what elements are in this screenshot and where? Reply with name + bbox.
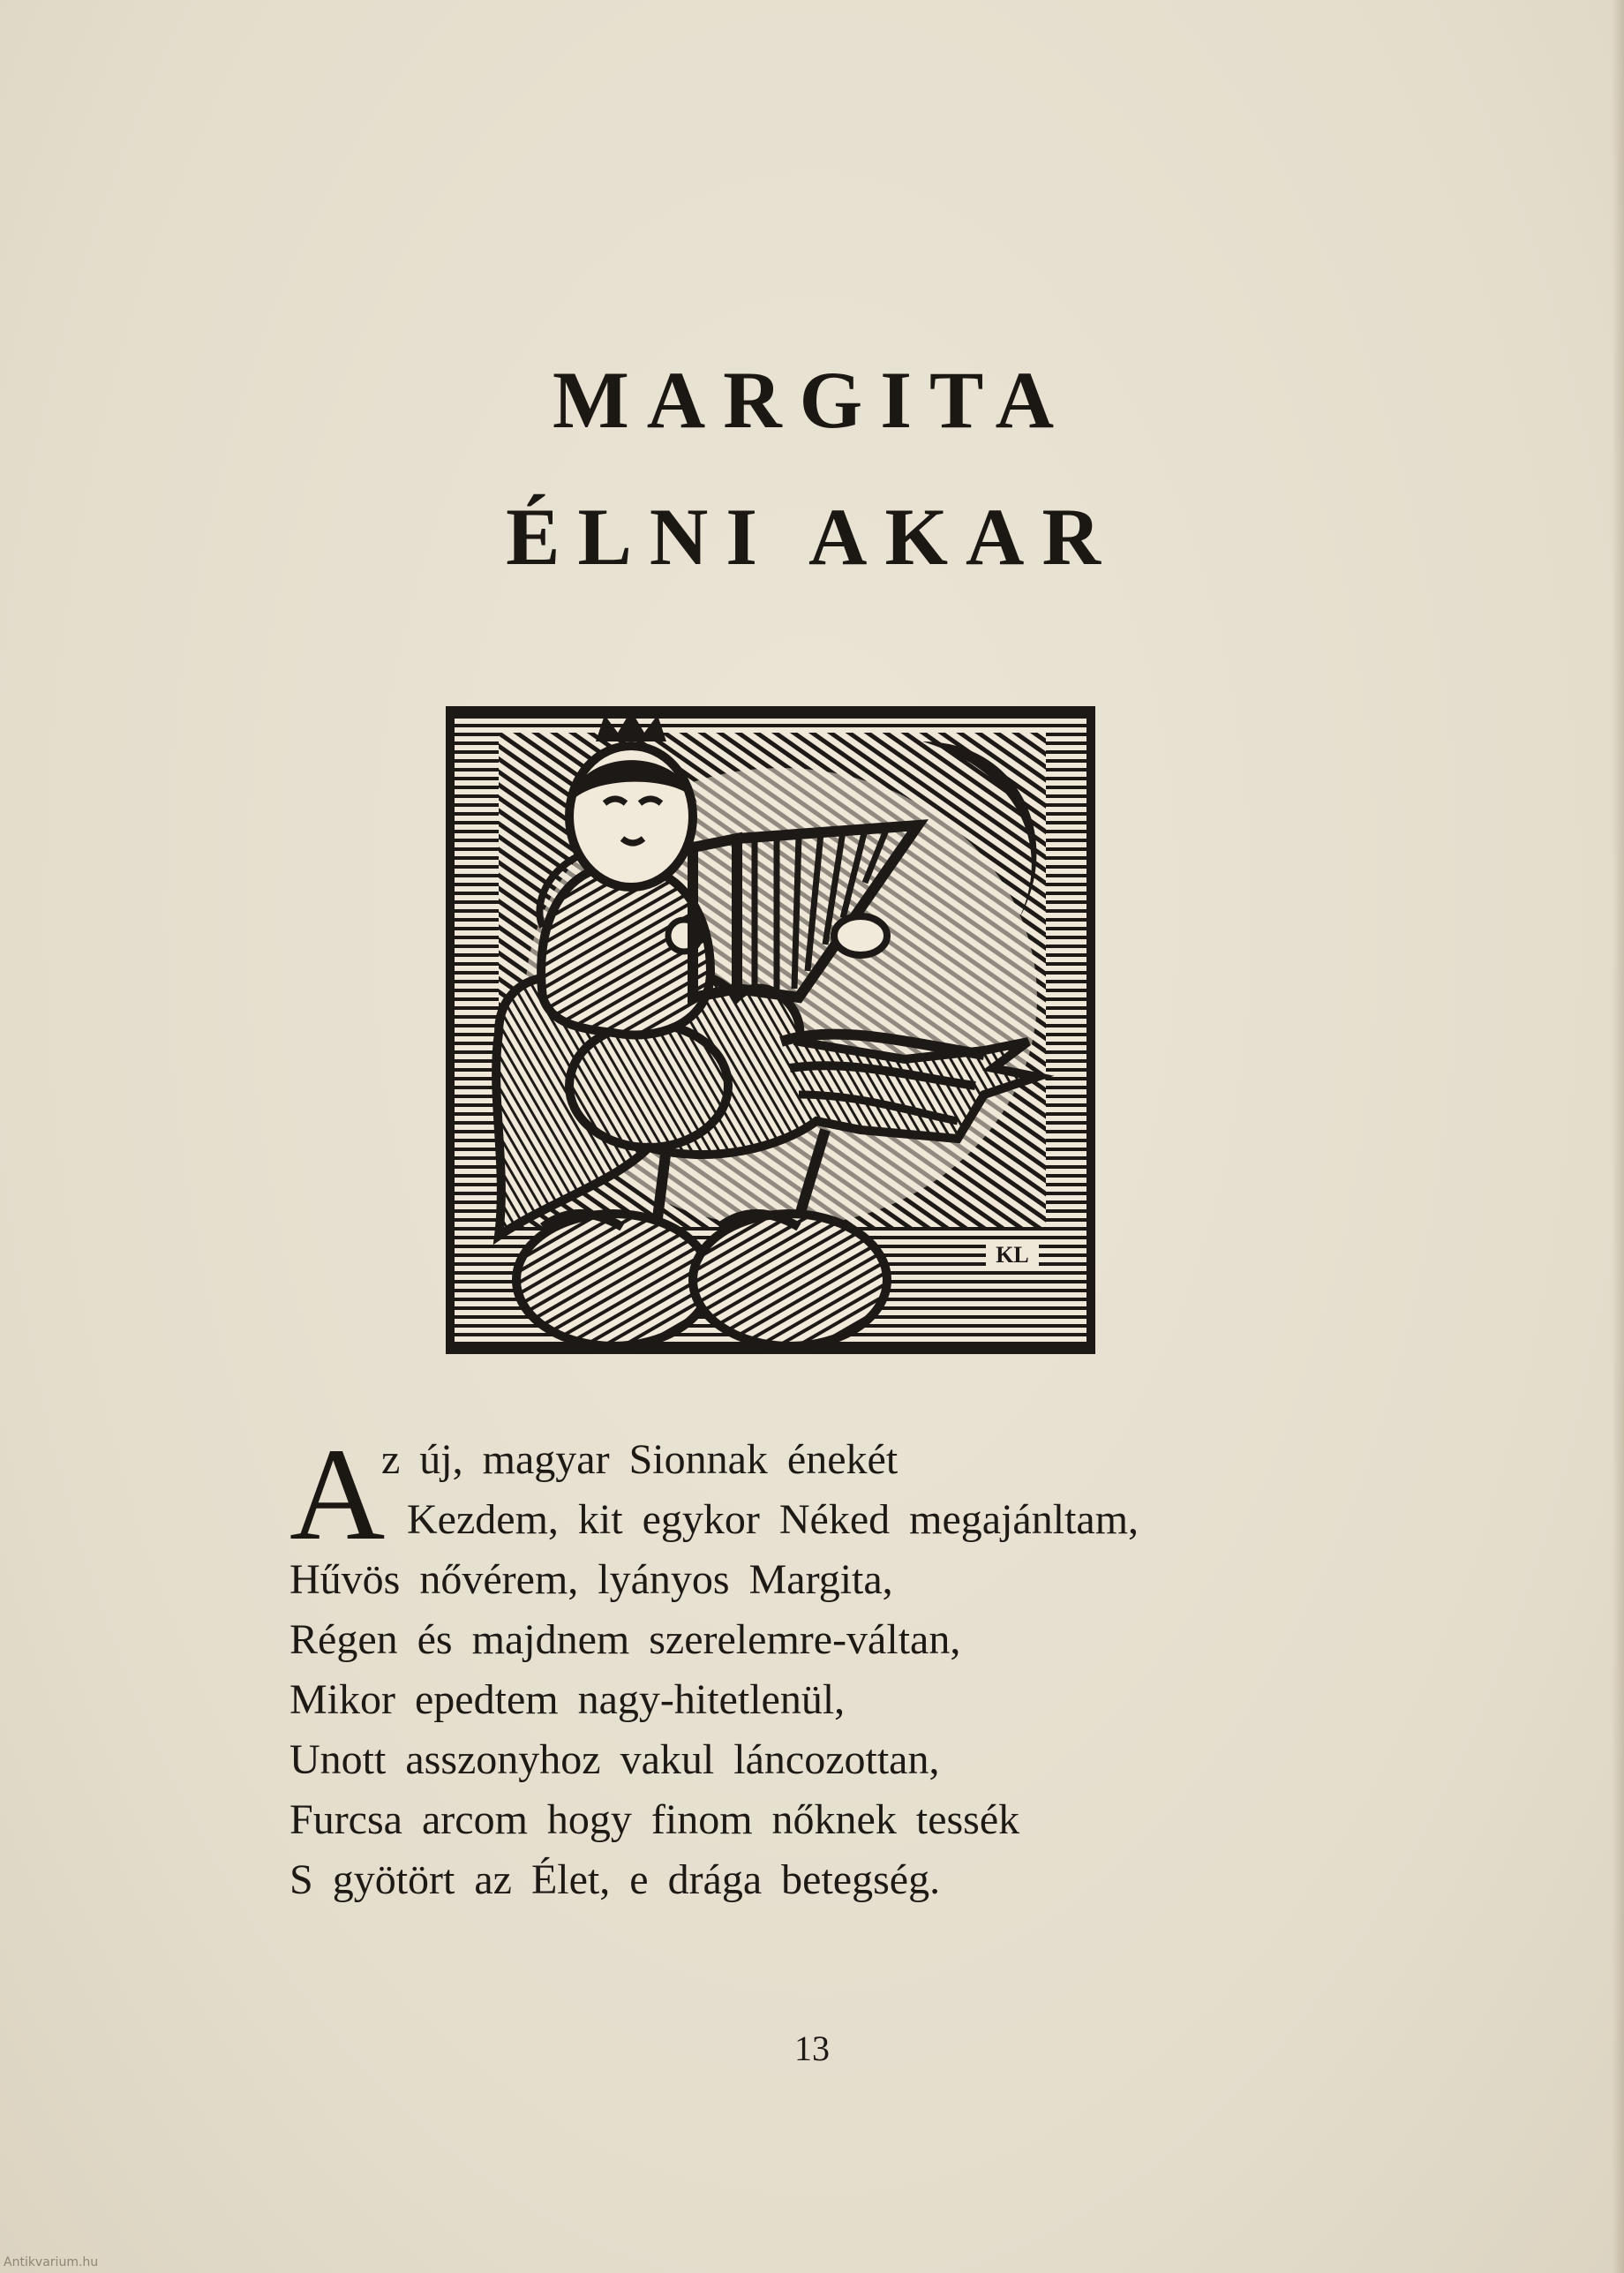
poem-line-2: Kezdem, kit egykor Néked megajánltam, [407, 1496, 1139, 1543]
poem-line-8: S gyötört az Élet, e drága betegség. [289, 1856, 941, 1903]
poem-line-4: Régen és majdnem szerelemre-váltan, [289, 1616, 961, 1663]
poem-line-7: Furcsa arcom hogy finom nőknek tessék [289, 1796, 1020, 1843]
watermark: Antikvarium.hu [4, 2255, 99, 2269]
globe-right [693, 1214, 887, 1346]
page-edge-shadow [1612, 0, 1624, 2273]
poem-line-1: z új, magyar Sionnak énekét [381, 1436, 898, 1483]
artist-monogram: KL [996, 1242, 1029, 1268]
page-number: 13 [794, 2028, 830, 2068]
drop-cap: A [289, 1421, 386, 1568]
poem-title-line-2: ÉLNI AKAR [506, 492, 1118, 582]
poem-line-3: Hűvös nővérem, lyányos Margita, [289, 1556, 893, 1603]
globe-left [516, 1214, 710, 1346]
poem-line-5: Mikor epedtem nagy-hitetlenül, [289, 1676, 846, 1723]
poem-line-6: Unott asszonyhoz vakul láncozottan, [289, 1736, 940, 1783]
siren-woodcut-illustration [446, 706, 1095, 1354]
poem-title-line-1: MARGITA [552, 355, 1072, 445]
